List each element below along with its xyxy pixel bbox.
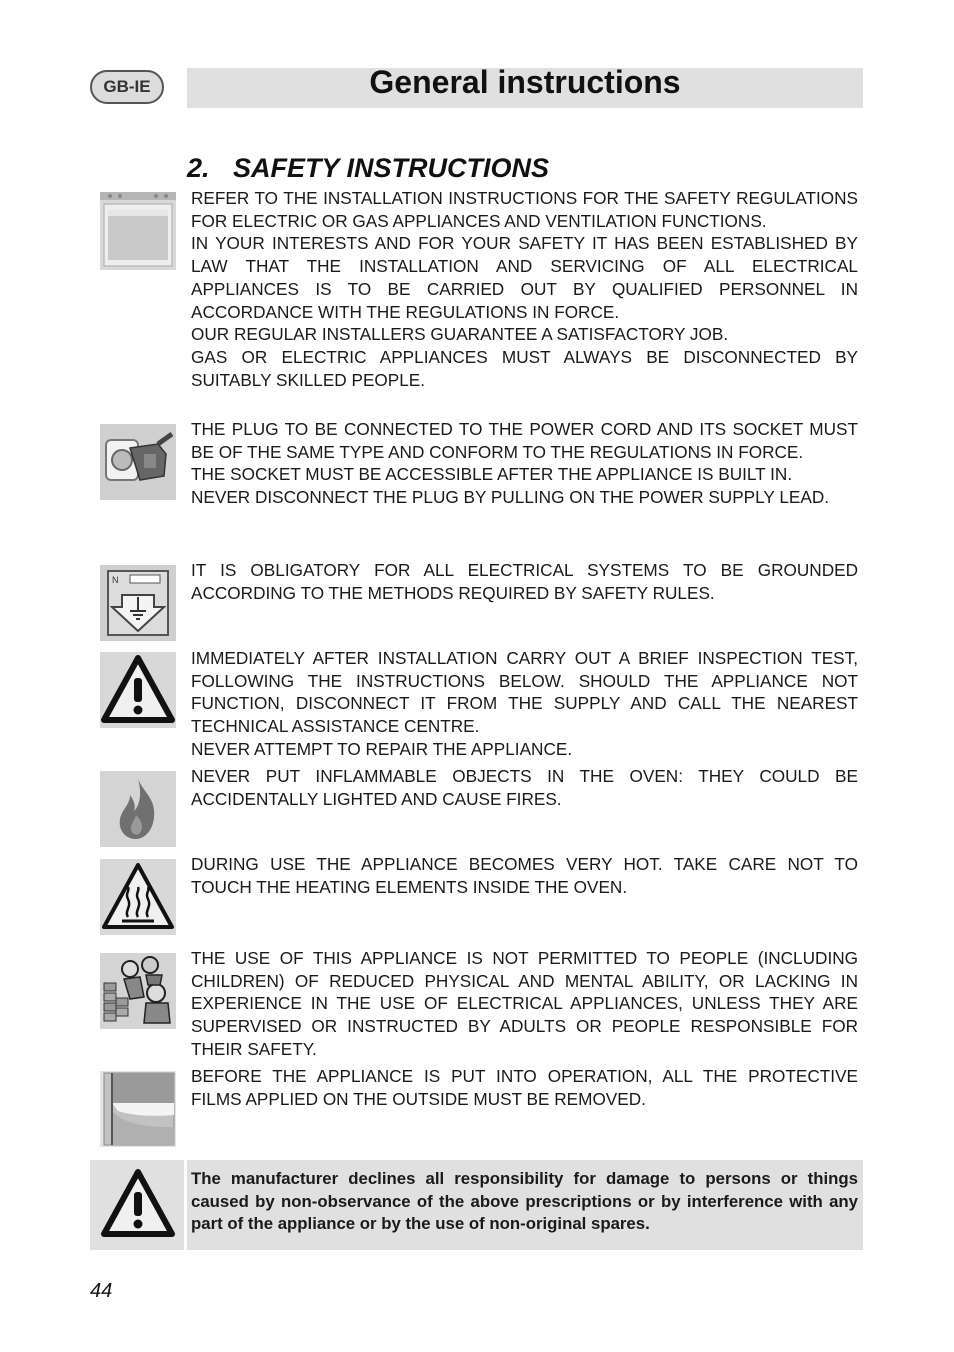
block-plug xyxy=(191,418,858,509)
block-children xyxy=(191,947,858,1061)
disclaimer-text: The manufacturer declines all responsibility for damage to persons or things caused by non-observance of the above prescriptions or by interference with any part of the appliance or by the use of non-original spares. xyxy=(191,1169,858,1234)
paragraph: IT IS OBLIGATORY FOR ALL ELECTRICAL SYSTEMS TO BE GROUNDED ACCORDING TO THE METHODS REQUIRED BY SAFETY RULES. xyxy=(191,560,858,603)
paragraph: GAS OR ELECTRIC APPLIANCES MUST ALWAYS BE DISCONNECTED BY SUITABLY SKILLED PEOPLE. xyxy=(191,346,858,390)
warning-icon xyxy=(100,1166,176,1242)
children-icon xyxy=(100,953,176,1029)
language-badge: GB-IE xyxy=(90,70,164,104)
paragraph: IMMEDIATELY AFTER INSTALLATION CARRY OUT A BRIEF INSPECTION TEST, FOLLOWING THE INSTRUCTIONS BELOW. SHOULD THE APPLIANCE NOT FUNCTION, DISCONNECT IT FROM THE SUPPLY AND CALL THE NEAREST TECHNICAL ASSISTANCE CENTRE. xyxy=(191,648,858,737)
ground-icon xyxy=(100,565,176,641)
paragraph: REFER TO THE INSTALLATION INSTRUCTIONS FOR THE SAFETY REGULATIONS FOR ELECTRIC OR GAS APPLIANCES AND VENTILATION FUNCTIONS. xyxy=(191,188,858,231)
block-hot xyxy=(191,853,858,898)
warning-icon xyxy=(100,652,176,728)
paragraph: NEVER DISCONNECT THE PLUG BY PULLING ON THE POWER SUPPLY LEAD. xyxy=(191,487,830,508)
paragraph: IN YOUR INTERESTS AND FOR YOUR SAFETY IT HAS BEEN ESTABLISHED BY LAW THAT THE INSTALLATION AND SERVICING OF ALL ELECTRICAL APPLIANCES IS TO BE CARRIED OUT BY QUALIFIED PERSONNEL IN ACCORDANCE WITH THE REGULATIONS IN FORCE. xyxy=(191,233,858,322)
paragraph: NEVER PUT INFLAMMABLE OBJECTS IN THE OVEN: THEY COULD BE ACCIDENTALLY LIGHTED AND CAUSE FIRES. xyxy=(191,766,858,809)
page-title: General instructions xyxy=(369,64,681,100)
paragraph: OUR REGULAR INSTALLERS GUARANTEE A SATISFACTORY JOB. xyxy=(191,324,729,345)
hot-surface-icon xyxy=(100,859,176,935)
block-ground xyxy=(191,559,858,604)
block-inspection xyxy=(191,647,858,761)
oven-icon xyxy=(100,192,176,270)
protective-film-icon xyxy=(100,1071,176,1147)
block-flame xyxy=(191,765,858,810)
block-oven xyxy=(191,187,858,391)
svg-text:N: N xyxy=(112,575,119,585)
paragraph: THE PLUG TO BE CONNECTED TO THE POWER CORD AND ITS SOCKET MUST BE OF THE SAME TYPE AND CONFORM TO THE REGULATIONS IN FORCE. xyxy=(191,419,858,462)
section-title xyxy=(187,150,549,186)
paragraph: NEVER ATTEMPT TO REPAIR THE APPLIANCE. xyxy=(191,738,573,759)
plug-socket-icon xyxy=(100,424,176,500)
flame-icon xyxy=(100,771,176,847)
paragraph: BEFORE THE APPLIANCE IS PUT INTO OPERATION, ALL THE PROTECTIVE FILMS APPLIED ON THE OUTSIDE MUST BE REMOVED. xyxy=(191,1066,858,1109)
section-title-text: SAFETY INSTRUCTIONS xyxy=(233,153,550,183)
block-film xyxy=(191,1065,858,1110)
paragraph: THE USE OF THIS APPLIANCE IS NOT PERMITTED TO PEOPLE (INCLUDING CHILDREN) OF REDUCED PHYSICAL AND MENTAL ABILITY, OR LACKING IN EXPERIENCE IN THE USE OF ELECTRICAL APPLIANCES, UNLESS THEY ARE SUPERVISED OR INSTRUCTED BY ADULTS OR PEOPLE RESPONSIBLE FOR THEIR SAFETY. xyxy=(191,948,858,1059)
disclaimer-divider xyxy=(184,1160,187,1250)
page-number: 44 xyxy=(90,1280,113,1302)
section-number: 2. xyxy=(187,153,210,183)
paragraph: DURING USE THE APPLIANCE BECOMES VERY HOT. TAKE CARE NOT TO TOUCH THE HEATING ELEMENTS INSIDE THE OVEN. xyxy=(191,854,858,897)
paragraph: THE SOCKET MUST BE ACCESSIBLE AFTER THE APPLIANCE IS BUILT IN. xyxy=(191,464,793,485)
